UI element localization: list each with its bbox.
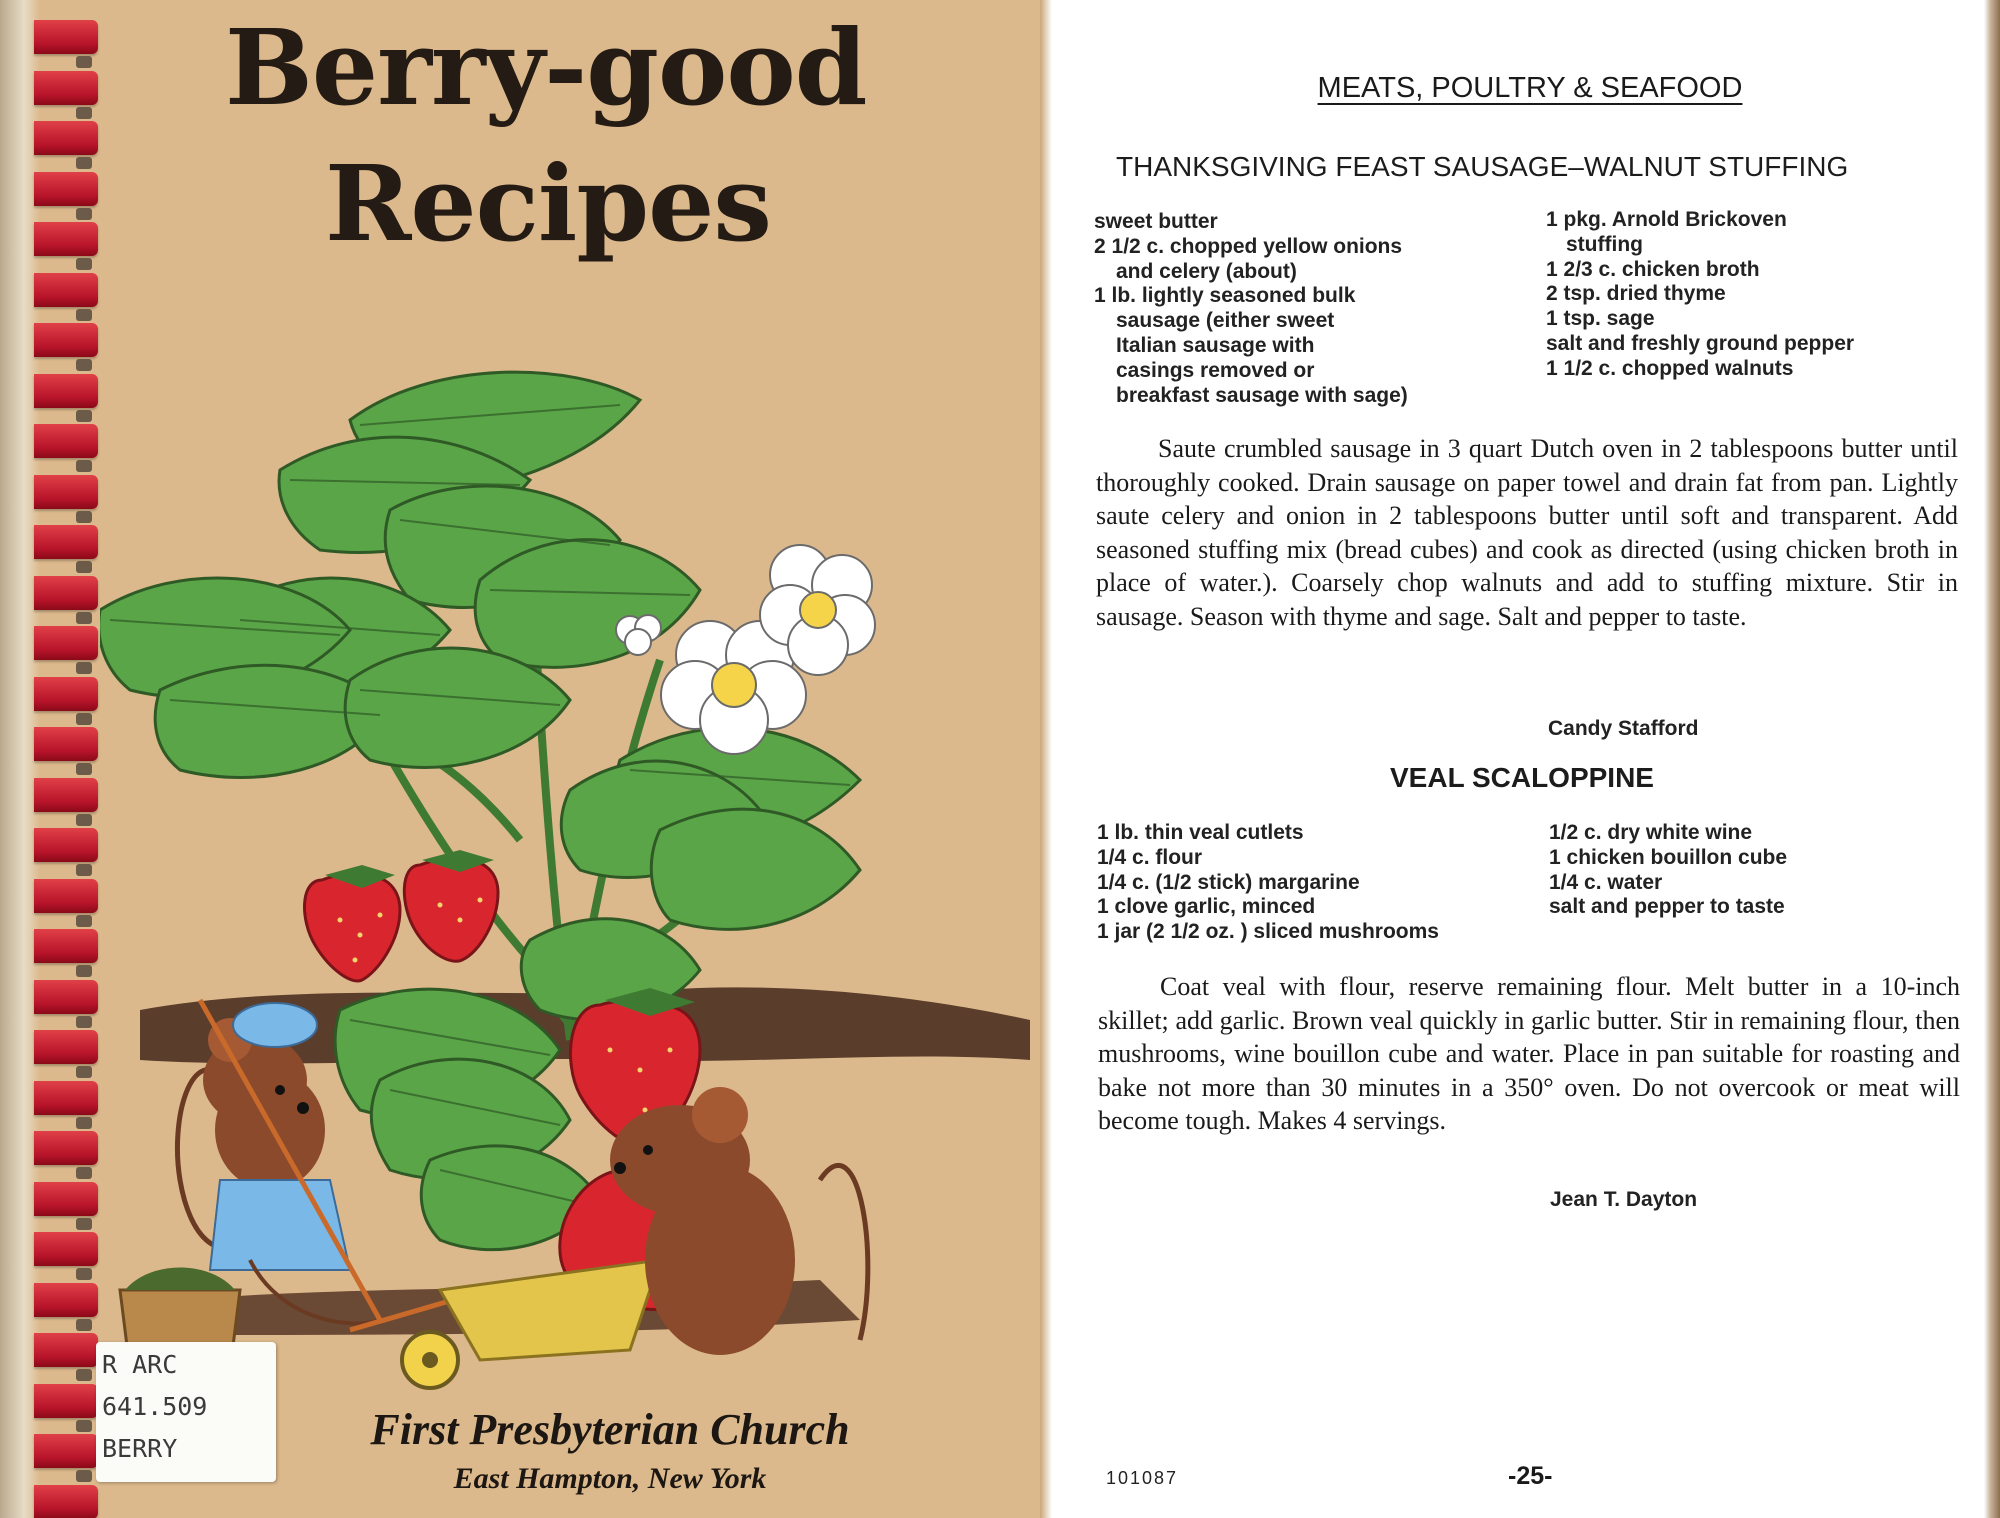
recipe-author: Candy Stafford	[1548, 717, 1699, 740]
cover-illustration	[100, 360, 1040, 1400]
ingredient-list	[1094, 210, 1408, 408]
binding-hole	[76, 1268, 92, 1280]
binding-coil	[34, 1081, 98, 1115]
ingredient: stuffing	[1566, 232, 1643, 256]
page-number: -25-	[1508, 1462, 1553, 1490]
binding-hole	[76, 157, 92, 169]
ingredient: 2 tsp. dried thyme	[1546, 282, 1726, 306]
page-code: 101087	[1106, 1468, 1179, 1488]
recipe-method: Coat veal with flour, reserve remaining flour. Melt butter in a 10-inch skillet; add garlic. Brown veal quickly in garlic butter. Stir in remaining flour, then mushrooms, wine bouillon cube and water. Place in pan suitable for roasting and bake not more than 30 minutes in a 350° oven. Do not overcook or meat will become tough. Makes 4 servings.	[1098, 972, 1960, 1136]
binding-hole	[76, 965, 92, 977]
ingredient-list	[1097, 821, 1439, 945]
binding-coil	[34, 71, 98, 105]
binding-coil	[34, 576, 98, 610]
binding-hole	[76, 1117, 92, 1129]
binding-coil	[34, 222, 98, 256]
binding-coil	[34, 1131, 98, 1165]
binding-hole	[76, 1218, 92, 1230]
cover-edge	[1040, 0, 1052, 1518]
binding-coil	[34, 525, 98, 559]
ingredient: Italian sausage with	[1116, 333, 1315, 357]
ingredient: 1/4 c. water	[1549, 870, 1663, 894]
binding-hole	[76, 662, 92, 674]
binding-hole	[76, 1016, 92, 1028]
binding-hole	[76, 763, 92, 775]
binding-coil	[34, 677, 98, 711]
ingredient: sweet butter	[1094, 210, 1218, 233]
binding-coil	[34, 879, 98, 913]
binding-coil	[34, 626, 98, 660]
binding-hole	[76, 713, 92, 725]
binding-hole	[76, 410, 92, 422]
binding-hole	[76, 1319, 92, 1331]
binding-hole	[76, 1470, 92, 1482]
call-number-line: 641.509	[102, 1392, 208, 1421]
binding-hole	[76, 915, 92, 927]
binding-hole	[76, 1369, 92, 1381]
ingredient: 2 1/2 c. chopped yellow onions	[1094, 234, 1403, 258]
ingredient: 1 lb. lightly seasoned bulk	[1094, 284, 1356, 308]
ingredient: breakfast sausage with sage)	[1116, 383, 1408, 407]
strawberry	[404, 860, 498, 962]
binding-coil	[34, 323, 98, 357]
ingredient: salt and freshly ground pepper	[1546, 331, 1855, 355]
recipe-author: Jean T. Dayton	[1550, 1188, 1698, 1211]
binding-coil	[34, 1182, 98, 1216]
ingredient: sausage (either sweet	[1116, 309, 1335, 333]
binding-coil	[34, 374, 98, 408]
binding-coil	[34, 727, 98, 761]
binding-coil	[34, 475, 98, 509]
binding-coil	[34, 121, 98, 155]
binding-hole	[76, 258, 92, 270]
call-number-line: BERRY	[102, 1434, 178, 1463]
binding-hole	[76, 309, 92, 321]
binding-hole	[76, 612, 92, 624]
binding-hole	[76, 814, 92, 826]
recipe-title: VEAL SCALOPPINE	[1390, 762, 1654, 793]
ingredient: 1 lb. thin veal cutlets	[1097, 821, 1304, 844]
ingredient: 1 jar (2 1/2 oz. ) sliced mushrooms	[1097, 920, 1439, 944]
binding-coil	[34, 1030, 98, 1064]
church-location: East Hampton, New York	[453, 1462, 767, 1495]
binding-coil	[34, 980, 98, 1014]
binding-hole	[76, 1167, 92, 1179]
binding-hole	[76, 460, 92, 472]
binding-coil	[34, 929, 98, 963]
ingredient: 1 2/3 c. chicken broth	[1546, 257, 1760, 281]
page-edge	[1984, 0, 2000, 1518]
binding-coil	[34, 828, 98, 862]
cover-title-line-2: Recipes	[325, 142, 771, 265]
binding-hole	[76, 1420, 92, 1432]
spiral-binding	[0, 0, 104, 1518]
ingredient: 1 pkg. Arnold Brickoven	[1546, 208, 1787, 231]
binding-coil	[34, 424, 98, 458]
binding-coil	[34, 1485, 98, 1518]
strawberry	[305, 875, 400, 981]
library-call-number-label	[96, 1342, 276, 1482]
binding-hole	[76, 561, 92, 573]
binding-hole	[76, 107, 92, 119]
ingredient: 1/4 c. flour	[1097, 845, 1203, 869]
recipe-method: Saute crumbled sausage in 3 quart Dutch oven in 2 tablespoons butter until thoroughly cooked. Drain sausage on paper towel and drain fat from pan. Lightly saute celery and onion in 2 tablespoons butter until soft and transparent. Add seasoned stuffing mix (bread cubes) and cook as directed (using chicken broth in place of water.). Coarsely chop walnuts and add to stuffing mixture. Stir in sausage. Season with thyme and sage. Salt and pepper to taste.	[1096, 434, 1958, 631]
recipe-title: THANKSGIVING FEAST SAUSAGE–WALNUT STUFFING	[1116, 151, 1849, 182]
binding-hole	[76, 1066, 92, 1078]
binding-hole	[76, 208, 92, 220]
ingredient-list	[1546, 208, 1854, 382]
section-title	[1200, 72, 1860, 105]
leaf	[475, 540, 700, 668]
leaf	[651, 809, 860, 929]
binding-hole	[76, 359, 92, 371]
ingredient: 1 1/2 c. chopped walnuts	[1546, 356, 1794, 380]
binding-coil	[34, 1333, 98, 1367]
binding-hole	[76, 56, 92, 68]
binding-coil	[34, 20, 98, 54]
binding-coil	[34, 778, 98, 812]
binding-coil	[34, 172, 98, 206]
binding-coil	[34, 273, 98, 307]
ingredient: 1/4 c. (1/2 stick) margarine	[1097, 870, 1360, 894]
church-name: First Presbyterian Church	[370, 1405, 850, 1454]
ingredient: 1/2 c. dry white wine	[1549, 821, 1753, 844]
ingredient: casings removed or	[1116, 358, 1315, 382]
cover-title-line-1: Berry-good	[225, 6, 867, 129]
binding-coil	[34, 1232, 98, 1266]
binding-coil	[34, 1283, 98, 1317]
ingredient: 1 chicken bouillon cube	[1549, 845, 1788, 869]
binding-hole	[76, 511, 92, 523]
binding-hole	[76, 864, 92, 876]
section-title-text: MEATS, POULTRY & SEAFOOD	[1317, 72, 1743, 104]
ingredient-list	[1549, 821, 1787, 920]
ingredient: salt and pepper to taste	[1549, 895, 1785, 919]
ingredient: 1 clove garlic, minced	[1097, 895, 1316, 919]
ingredient: and celery (about)	[1116, 259, 1297, 283]
ingredient: 1 tsp. sage	[1546, 307, 1655, 331]
call-number-line: R ARC	[102, 1350, 178, 1379]
binding-coil	[34, 1434, 98, 1468]
binding-coil	[34, 1384, 98, 1418]
